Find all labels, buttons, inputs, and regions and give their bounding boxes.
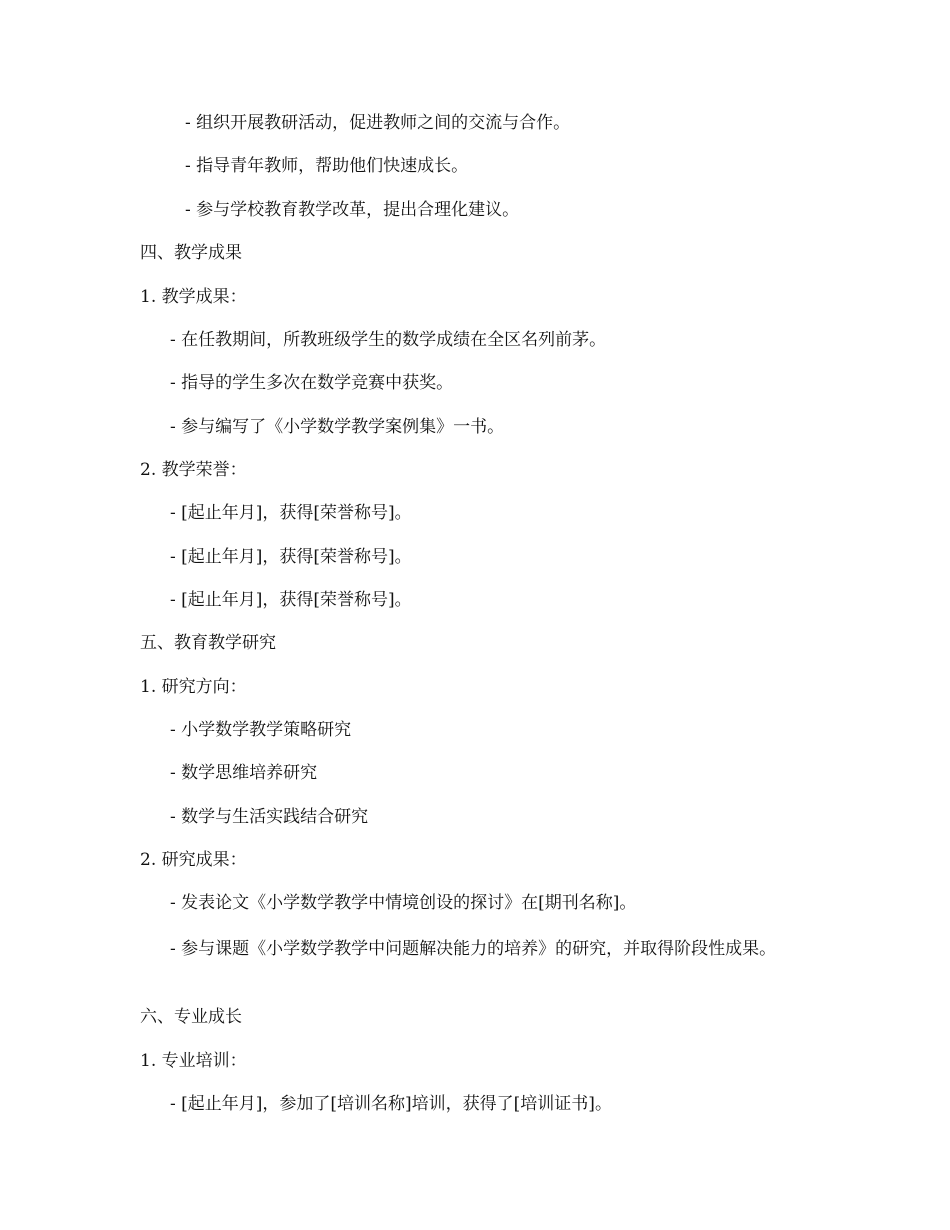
list-item: - 指导青年教师，帮助他们快速成长。 [185, 156, 469, 176]
list-item: - [起止年月]，获得[荣誉称号]。 [170, 503, 412, 523]
section-heading: 四、教学成果 [140, 243, 242, 263]
list-item: - 数学与生活实践结合研究 [170, 807, 369, 827]
subsection-title: 1. 教学成果： [140, 287, 247, 307]
list-item: - 参与课题《小学数学教学中问题解决能力的培养》的研究，并取得阶段性成果。 [170, 939, 777, 959]
subsection-title: 1. 专业培训： [140, 1051, 247, 1071]
subsection-title: 2. 研究成果： [140, 850, 247, 870]
list-item: - 数学思维培养研究 [170, 763, 318, 783]
section-heading: 五、教育教学研究 [140, 633, 276, 653]
list-item: - 参与编写了《小学数学教学案例集》一书。 [170, 417, 505, 437]
subsection-title: 1. 研究方向： [140, 677, 247, 697]
list-item: - [起止年月]，参加了[培训名称]培训，获得了[培训证书]。 [170, 1094, 612, 1114]
list-item: - 在任教期间，所教班级学生的数学成绩在全区名列前茅。 [170, 330, 607, 350]
subsection-title: 2. 教学荣誉： [140, 460, 247, 480]
list-item: - 发表论文《小学数学教学中情境创设的探讨》在[期刊名称]。 [170, 893, 637, 913]
list-item: - 参与学校教育教学改革，提出合理化建议。 [185, 200, 520, 220]
section-heading: 六、专业成长 [140, 1007, 242, 1027]
list-item: - 指导的学生多次在数学竞赛中获奖。 [170, 373, 454, 393]
list-item: - [起止年月]，获得[荣誉称号]。 [170, 547, 412, 567]
list-item: - [起止年月]，获得[荣誉称号]。 [170, 590, 412, 610]
list-item: - 小学数学教学策略研究 [170, 720, 352, 740]
list-item: - 组织开展教研活动，促进教师之间的交流与合作。 [185, 113, 571, 133]
